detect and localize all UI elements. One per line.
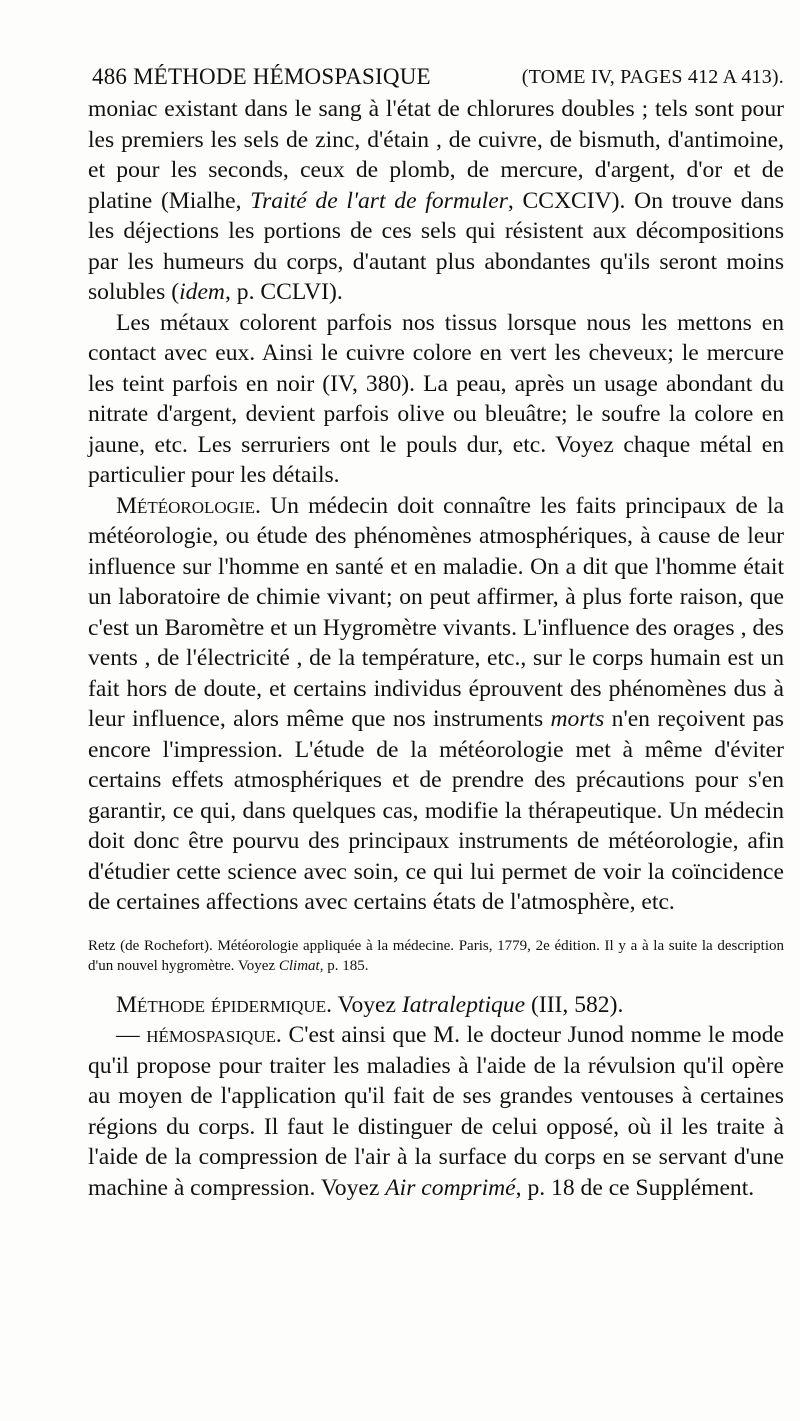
running-header [92,60,784,94]
paragraph-metaux: Les métaux colorent parfois nos tissus lorsque nous les mettons en contact avec eux. Ainsi le cuivre colore en vert les cheveux; le mercure les teint parfois en noir (IV, 380). La peau, après un usage abondant du nitrate d'argent, devient parfois olive ou bleuâtre; le soufre la colore en jaune, etc. Les serruriers ont le pouls dur, etc. Voyez chaque métal en particulier pour les détails. [88,309,784,488]
paragraph-continued: moniac existant dans le sang à l'état de chlorures doubles ; tels sont pour les premiers les sels de zinc, d'étain , de cuivre, de bismuth, d'antimoine, et pour les seconds, ceux de plomb, de mercure, d'argent, d'or et de platine (Mialhe, Traité de l'art de formuler, CCXCIV). On trouve dans les déjections les portions de ces sels qui résistent aux décompositions par les humeurs du corps, d'autant plus abondantes qu'ils seront moins solubles (idem, p. CCLVI). [88,96,784,305]
bibliography-note: Retz (de Rochefort). Météorologie appliquée à la médecine. Paris, 1779, 2e édition. Il y a à la suite la description d'un nouvel hygromètre. Voyez Climat, p. 185. [88,937,784,974]
entry-meteorologie: Météorologie. Un médecin doit connaître les faits principaux de la météorologie, ou étude des phénomènes atmosphériques, à cause de leur influence sur l'homme en santé et en maladie. On a dit que l'homme était un laboratoire de chimie vivant; on peut affirmer, à plus forte raison, que c'est un Baromètre et un Hygromètre vivants. L'influence des orages , des vents , de l'électricité , de la température, etc., sur le corps humain est un fait hors de doute, et certains individus éprouvent des phénomènes dus à leur influence, alors même que nos instruments morts n'en reçoivent pas encore l'impression. L'étude de la météorologie met à même d'éviter certains effets atmosphériques et de prendre des précautions pour s'en garantir, ce qui, dans quelques cas, modifie la thérapeutique. Un médecin doit donc être pourvu des principaux instruments de météorologie, afin d'étudier cette science avec soin, ce qui lui permet de voir la coïncidence de certaines affections avec certains états de l'atmosphère, etc. [88,492,784,915]
body-text [88,94,784,1203]
entry-methode-epidermique: Méthode épidermique. Voyez Iatraleptique (III, 582). [116,991,624,1018]
text-column [88,60,784,1203]
running-title: MÉTHODE HÉMOSPASIQUE [133,64,431,89]
page-number: 486 [92,64,128,89]
entry-hemospasique: — hémospasique. C'est ainsi que M. le docteur Junod nomme le mode qu'il propose pour traiter les maladies à l'aide de la révulsion qu'il opère au moyen de l'application qu'il fait de ses grandes ventouses à certaines régions du corps. Il faut le distinguer de celui opposé, où il les traite à l'aide de la compression de l'air à la surface du corps en se servant d'une machine à compression. Voyez Air comprimé, p. 18 de ce Supplément. [88,1022,785,1201]
entry-heading: Méthode épidermique. [116,991,332,1018]
entry-heading: Météorologie. [116,492,261,519]
entry-heading: — hémospasique. [116,1022,282,1048]
page-reference: (TOME IV, PAGES 412 A 413). [521,66,784,88]
